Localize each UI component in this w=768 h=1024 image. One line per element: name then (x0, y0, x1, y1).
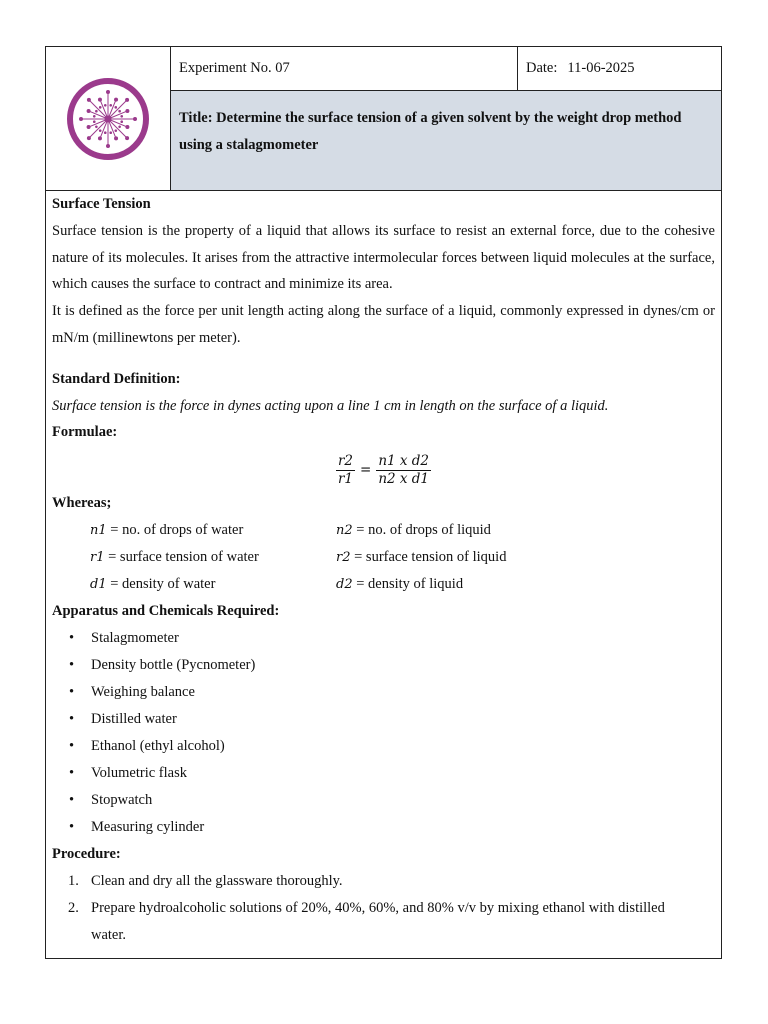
section-heading-definition: Standard Definition: (52, 370, 181, 387)
experiment-title: Title: Determine the surface tension of a given solvent by the weight drop method using a stalagmometer (171, 91, 721, 190)
apparatus-list (52, 625, 715, 841)
date-label: Date: (526, 60, 558, 76)
date-value: 11-06-2025 (567, 60, 635, 76)
variable-definition: r1 = surface tension of water (90, 548, 259, 565)
section-heading-apparatus: Apparatus and Chemicals Required: (52, 602, 280, 619)
procedure-step: 2. Prepare hydroalcoholic solutions of 20%, 40%, 60%, and 80% v/v by mixing ethanol with distilled water. (68, 899, 665, 943)
header-table (46, 47, 721, 191)
paragraph: It is defined as the force per unit length acting along the surface of a liquid, commonly expressed in dynes/cm or mN/m (millinewtons per meter). (52, 303, 715, 346)
section-heading-formulae: Formulae: (52, 424, 118, 441)
document-body (46, 191, 721, 949)
section-heading-procedure: Procedure: (52, 845, 121, 862)
variable-definition: n2 = no. of drops of liquid (336, 521, 491, 538)
list-item: • Stopwatch (91, 787, 715, 814)
paragraph: Surface tension is the property of a liquid that allows its surface to resist an external force, due to the cohesive nature of its molecules. It arises from the attractive intermolecular forces between liquid molecules at the surface, which causes the surface to contract and minimize its area. (52, 222, 715, 293)
list-item: • Weighing balance (91, 679, 715, 706)
formula (52, 446, 715, 490)
section-heading-surface-tension: Surface Tension (52, 196, 151, 212)
logo-cell (46, 47, 171, 190)
variable-definition: d1 = density of water (90, 575, 216, 592)
definition-text: Surface tension is the force in dynes acting upon a line 1 cm in length on the surface of a liquid. (52, 397, 609, 414)
list-item: • Distilled water (91, 706, 715, 733)
formula-equals: = (360, 462, 372, 479)
list-item: • Stalagmometer (91, 625, 715, 652)
procedure-list (52, 868, 715, 949)
list-item: • Volumetric flask (91, 760, 715, 787)
formula-lhs-numerator: r2 (337, 453, 353, 470)
formula-rhs-denominator: n2 x d1 (378, 471, 430, 488)
variable-definition: d2 = density of liquid (336, 575, 464, 592)
experiment-number: Experiment No. 07 (171, 47, 518, 90)
list-item: • Measuring cylinder (91, 814, 715, 841)
formula-lhs-denominator: r1 (337, 471, 353, 488)
variable-definitions (52, 517, 715, 598)
variable-definition: n1 = no. of drops of water (90, 521, 244, 538)
network-circle-logo-icon (65, 76, 151, 162)
procedure-step: 1. Clean and dry all the glassware thoroughly. (68, 872, 343, 889)
document-page (45, 46, 722, 959)
variable-definition: r2 = surface tension of liquid (336, 548, 507, 565)
section-heading-whereas: Whereas; (52, 495, 112, 512)
list-item: • Density bottle (Pycnometer) (91, 652, 715, 679)
date-cell (518, 47, 721, 90)
list-item: • Ethanol (ethyl alcohol) (91, 733, 715, 760)
formula-rhs-numerator: n1 x d2 (378, 453, 430, 470)
